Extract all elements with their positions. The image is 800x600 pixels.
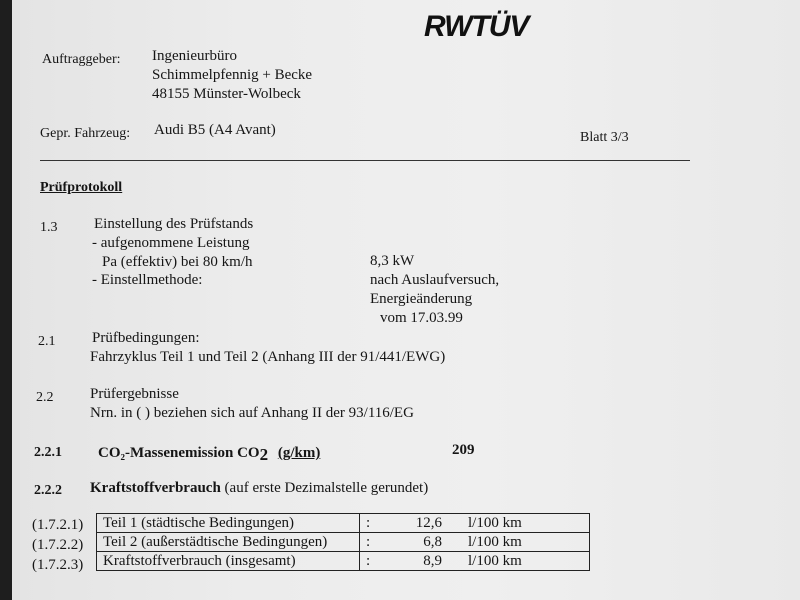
row-value: 8,9 xyxy=(423,553,442,569)
row-value: 6,8 xyxy=(423,534,442,550)
row-label: Kraftstoffverbrauch (insgesamt) xyxy=(97,552,360,571)
section-number: 2.2.1 xyxy=(34,445,62,460)
row-label: Teil 1 (städtische Bedingungen) xyxy=(97,514,360,533)
table-row xyxy=(97,514,590,533)
table-row xyxy=(97,533,590,552)
power-label: - aufgenommene Leistung xyxy=(92,235,250,251)
method-line-3: vom 17.03.99 xyxy=(380,310,463,326)
row-value: 12,6 xyxy=(415,515,442,531)
row-unit: l/100 km xyxy=(468,515,522,531)
row-sep: : xyxy=(366,534,371,550)
row-code: (1.7.2.1) xyxy=(32,517,84,533)
section-text: Fahrzyklus Teil 1 und Teil 2 (Anhang III der 91/441/EWG) xyxy=(90,349,446,365)
client-line-3: 48155 Münster-Wolbeck xyxy=(152,86,301,102)
row-unit: l/100 km xyxy=(468,553,522,569)
section-number: 2.2.2 xyxy=(34,483,62,498)
fuel-consumption-table xyxy=(96,513,590,571)
row-sep: : xyxy=(366,515,371,531)
section-text: Nrn. in ( ) beziehen sich auf Anhang II der 93/116/EG xyxy=(90,405,414,421)
co2-unit: (g/km) xyxy=(277,445,321,461)
co2-label-text: CO₂-Massenemission CO xyxy=(98,445,260,461)
fuel-heading-note: (auf erste Dezimalstelle gerundet) xyxy=(224,480,429,496)
section-title: Prüfergebnisse xyxy=(90,386,179,402)
section-title: Prüfbedingungen: xyxy=(92,330,200,346)
section-number: 2.2 xyxy=(36,390,54,405)
table-row xyxy=(97,552,590,571)
vehicle-value: Audi B5 (A4 Avant) xyxy=(154,122,276,138)
rwtuv-logo: RWTÜV xyxy=(424,10,529,43)
document-page xyxy=(12,0,800,600)
client-line-2: Schimmelpfennig + Becke xyxy=(152,67,313,83)
method-label: - Einstellmethode: xyxy=(92,272,203,288)
header-divider xyxy=(40,160,690,161)
fuel-heading xyxy=(90,480,428,497)
fuel-row-codes xyxy=(32,515,83,575)
section-title: Einstellung des Prüfstands xyxy=(94,216,254,232)
row-values xyxy=(360,533,590,552)
co2-value: 209 xyxy=(452,442,475,458)
protocol-title: Prüfprotokoll xyxy=(40,180,123,195)
sheet-number: Blatt 3/3 xyxy=(580,130,629,145)
method-line-1: nach Auslaufversuch, xyxy=(370,272,500,288)
row-code: (1.7.2.2) xyxy=(32,537,84,553)
section-number: 2.1 xyxy=(38,334,56,349)
power-condition: Pa (effektiv) bei 80 km/h xyxy=(102,254,253,270)
row-values xyxy=(360,552,590,571)
client-label: Auftraggeber: xyxy=(42,52,121,67)
row-unit: l/100 km xyxy=(468,534,522,550)
co2-label xyxy=(98,442,320,462)
row-values xyxy=(360,514,590,533)
row-code: (1.7.2.3) xyxy=(32,557,84,573)
section-number: 1.3 xyxy=(40,220,58,235)
power-value: 8,3 kW xyxy=(370,253,415,269)
method-line-2: Energieänderung xyxy=(370,291,473,307)
client-line-1: Ingenieurbüro xyxy=(152,48,237,64)
row-sep: : xyxy=(366,553,371,569)
vehicle-label: Gepr. Fahrzeug: xyxy=(40,126,131,141)
row-label: Teil 2 (außerstädtische Bedingungen) xyxy=(97,533,360,552)
co2-subscript: 2 xyxy=(259,445,269,464)
fuel-heading-bold: Kraftstoffverbrauch xyxy=(90,480,221,496)
